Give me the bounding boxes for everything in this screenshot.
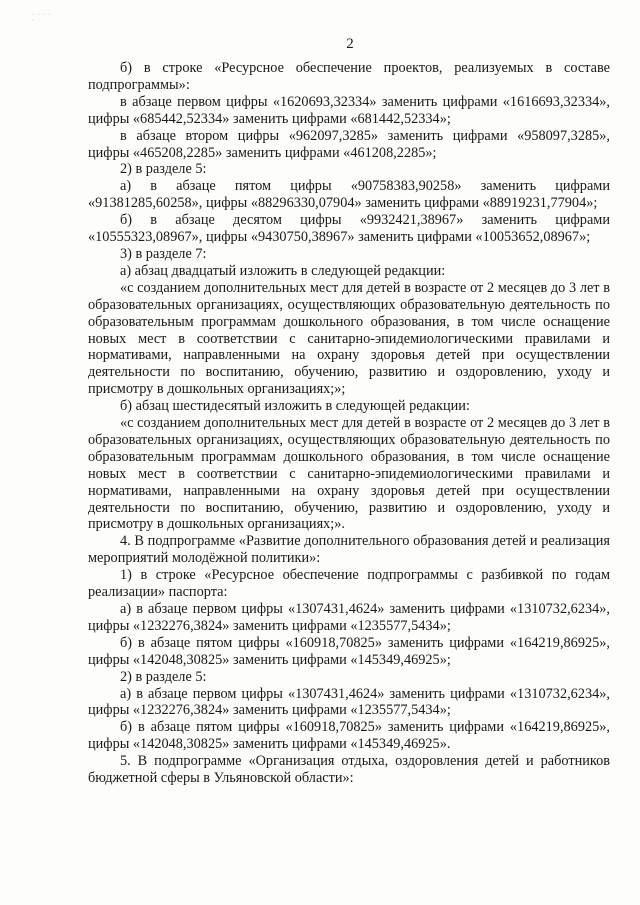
paragraph-a-first-abzac: а) в абзаце первом цифры «1307431,4624» заменить цифрами «1310732,6234», цифры «1232276,3824» заменить цифрами «1235577,5434»; (88, 601, 610, 634)
corner-stamp: · · · · · (32, 12, 52, 24)
paragraph-a-fifth-abzac: а) в абзаце пятом цифры «90758383,90258» заменить цифрами «91381285,60258», цифры «88296330,07904» заменить цифрами «88919231,77904»; (88, 178, 610, 212)
paragraph-b-sixtieth-abzac: б) абзац шестидесятый изложить в следующей редакции: (120, 398, 470, 415)
paragraph-b-fifth-abzac-2: б) в абзаце пятом цифры «160918,70825» заменить цифрами «164219,86925», цифры «142048,30825» заменить цифрами «145349,46925». (88, 719, 610, 753)
paragraph-section-5: 2) в разделе 5: (120, 161, 207, 178)
paragraph-a-first-abzac-2: а) в абзаце первом цифры «1307431,4624» заменить цифрами «1310732,6234», цифры «1232276,3824» заменить цифрами «1235577,5434»; (88, 685, 610, 719)
paragraph-quote-2: «с созданием дополнительных мест для детей в возрасте от 2 месяцев до 3 лет в образовательных организациях, осуществляющих образовательную деятельность по образовательным программам дошкольного образования, в том числе оснащение новых мест в соответствии с санитарно-эпидемиологическими правилами и нормативами, направленными на охрану здоровья детей при осуществлении деятельности по воспитанию, обучению, развитию и оздоровлению, уходу и присмотру в дошкольных организациях;». (88, 415, 610, 533)
paragraph-section-7: 3) в разделе 7: (120, 245, 207, 262)
paragraph-first-abzac-figures: в абзаце первом цифры «1620693,32334» заменить цифрами «1616693,32334», цифры «685442,52334» заменить цифрами «681442,52334»; (88, 93, 610, 127)
paragraph-b-fifth-abzac: б) в абзаце пятом цифры «160918,70825» заменить цифрами «164219,86925», цифры «142048,30825» заменить цифрами «145349,46925»; (88, 634, 610, 668)
paragraph-b-resource-projects: б) в строке «Ресурсное обеспечение проектов, реализуемых в составе подпрограммы»: (88, 60, 610, 93)
paragraph-quote-1: «с созданием дополнительных мест для детей в возрасте от 2 месяцев до 3 лет в образовательных организациях, осуществляющих образовательную деятельность по образовательным программам дошкольного образования, в том числе оснащение новых мест в соответствии с санитарно-эпидемиологическими правилами и нормативами, направленными на охрану здоровья детей при осуществлении деятельности по воспитанию, обучению, развитию и оздоровлению, уходу и присмотру в дошкольных организациях;»; (88, 279, 610, 398)
paragraph-item-4: 4. В подпрограмме «Развитие дополнительного образования детей и реализация мероприятий молодёжной политики»: (88, 533, 610, 567)
paragraph-section-5-b: 2) в разделе 5: (120, 668, 207, 685)
paragraph-b-tenth-abzac: б) в абзаце десятом цифры «9932421,38967» заменить цифрами «10555323,08967», цифры «9430750,38967» заменить цифрами «10053652,08967»; (88, 212, 610, 246)
paragraph-item-5: 5. В подпрограмме «Организация отдыха, оздоровления детей и работников бюджетной сферы в Ульяновской области»: (88, 753, 610, 787)
page-number: 2 (346, 36, 354, 52)
document-body (88, 60, 610, 787)
paragraph-resource-subprogram: 1) в строке «Ресурсное обеспечение подпрограммы с разбивкой по годам реализации» паспорта: (88, 567, 610, 601)
paragraph-second-abzac-figures: в абзаце втором цифры «962097,3285» заменить цифрами «958097,3285», цифры «465208,2285» заменить цифрами «461208,2285»; (88, 127, 610, 161)
paragraph-a-twentieth-abzac: а) абзац двадцатый изложить в следующей редакции: (120, 262, 446, 279)
